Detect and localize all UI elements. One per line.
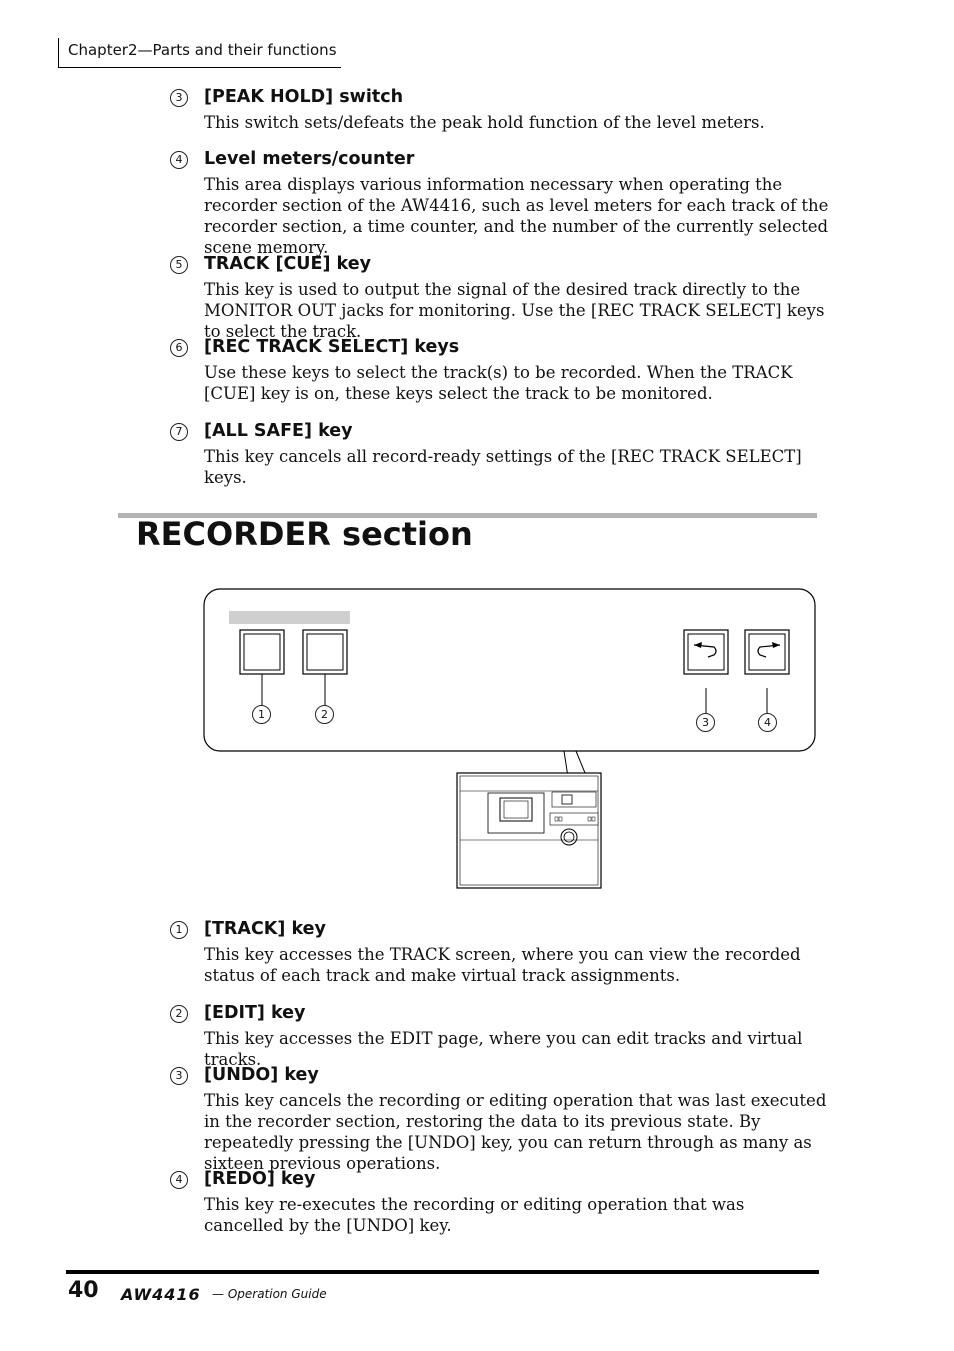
item-body: This key cancels all record-ready settings of the [REC TRACK SELECT] keys. — [204, 447, 802, 487]
device-overview — [457, 773, 601, 888]
item-body: This key accesses the TRACK screen, where you can view the recorded status of each track and make virtual track assignments. — [204, 945, 801, 985]
chapter-label: Chapter2—Parts and their functions — [68, 41, 337, 59]
item-body: This key re-executes the recording or editing operation that was cancelled by the [UNDO] key. — [204, 1195, 745, 1235]
item-title: [TRACK] key — [204, 919, 326, 939]
item-number: 3 — [170, 1067, 188, 1085]
item-title: Level meters/counter — [204, 149, 415, 169]
redo-key-graphic — [745, 630, 789, 674]
panel-illustration — [200, 585, 820, 895]
footer-rule — [66, 1270, 819, 1274]
item-number: 5 — [170, 256, 188, 274]
item-title: [EDIT] key — [204, 1003, 306, 1023]
item-body: This key accesses the EDIT page, where you can edit tracks and virtual tracks. — [204, 1029, 803, 1069]
edit-key-graphic — [303, 630, 347, 674]
item-number: 7 — [170, 423, 188, 441]
section-title: RECORDER section — [136, 515, 473, 553]
item-body: This key is used to output the signal of the desired track directly to the MONITOR OUT jacks for monitoring. Use the [REC TRACK SELECT] keys to select the track. — [204, 280, 825, 341]
callout-3: 3 — [696, 713, 715, 732]
item-number: 4 — [170, 151, 188, 169]
item-body: Use these keys to select the track(s) to be recorded. When the TRACK [CUE] key is on, these keys select the track to be monitored. — [204, 363, 793, 403]
item-title: [REDO] key — [204, 1169, 316, 1189]
guide-label: — Operation Guide — [212, 1287, 327, 1301]
track-key-graphic — [240, 630, 284, 674]
item-number: 2 — [170, 1005, 188, 1023]
item-body: This area displays various information necessary when operating the recorder section of the AW4416, such as level meters for each track of the recorder section, a time counter, and the number of the currently selected scene memory. — [204, 175, 829, 257]
item-number: 3 — [170, 89, 188, 107]
product-logo: AW4416 — [121, 1285, 201, 1304]
recorder-panel-diagram — [200, 585, 820, 895]
callout-2: 2 — [315, 705, 334, 724]
chapter-header — [58, 38, 341, 68]
callout-1: 1 — [252, 705, 271, 724]
item-title: [PEAK HOLD] switch — [204, 87, 404, 107]
item-body: This switch sets/defeats the peak hold function of the level meters. — [204, 113, 765, 132]
item-title: [UNDO] key — [204, 1065, 319, 1085]
item-title: [REC TRACK SELECT] keys — [204, 337, 460, 357]
item-body: This key cancels the recording or editing operation that was last executed in the recorder section, restoring the data to its previous state. By repeatedly pressing the [UNDO] key, you can return through as many as sixteen previous operations. — [204, 1091, 827, 1173]
item-title: [ALL SAFE] key — [204, 421, 353, 441]
page-number: 40 — [68, 1278, 99, 1303]
panel-label-bar — [229, 611, 350, 624]
item-title: TRACK [CUE] key — [204, 254, 371, 274]
item-number: 4 — [170, 1171, 188, 1189]
undo-key-graphic — [684, 630, 728, 674]
callout-4: 4 — [758, 713, 777, 732]
item-number: 1 — [170, 921, 188, 939]
item-number: 6 — [170, 339, 188, 357]
